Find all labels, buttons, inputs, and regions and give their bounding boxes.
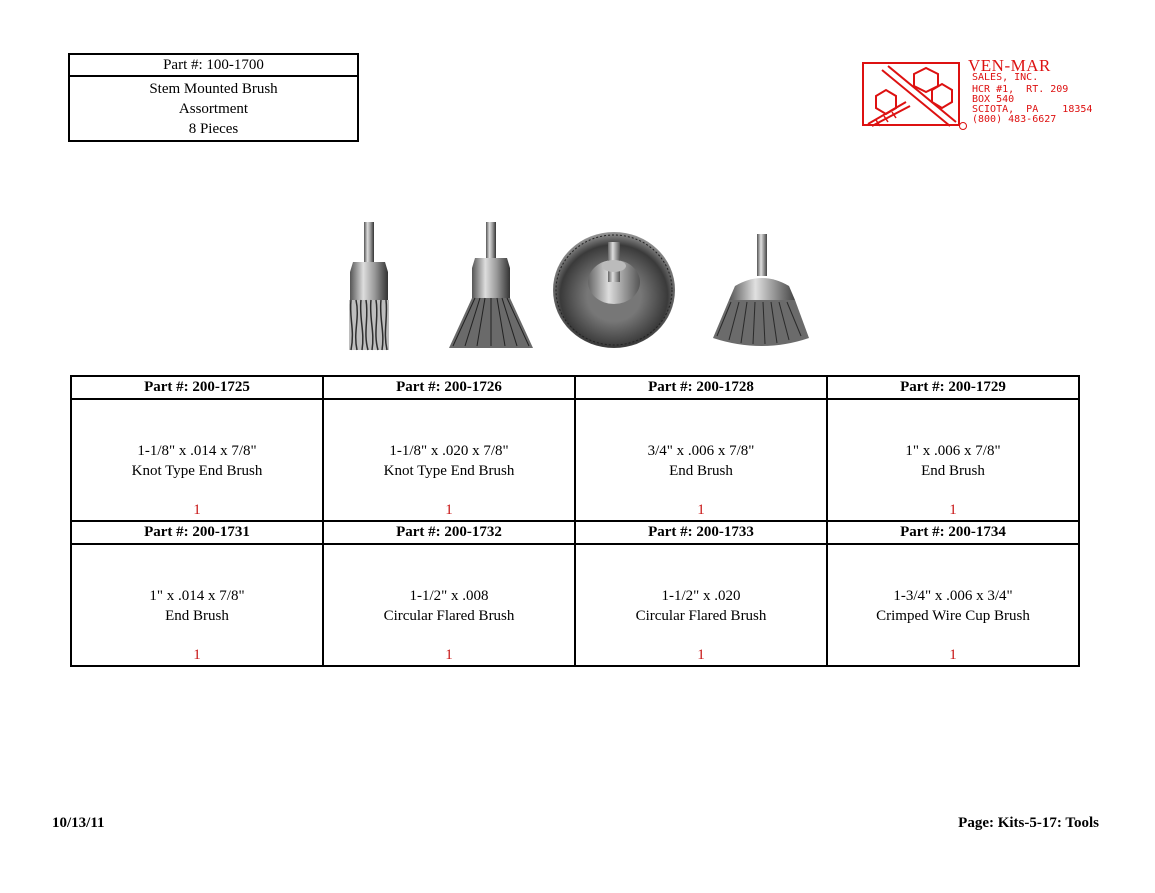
part-cell bbox=[827, 521, 1079, 544]
part-type: Circular Flared Brush bbox=[383, 608, 515, 624]
part-description bbox=[828, 441, 1078, 481]
part-cell bbox=[71, 521, 323, 544]
part-spec: 1-1/8" x .014 x 7/8" bbox=[137, 443, 257, 459]
footer-date: 10/13/11 bbox=[52, 815, 105, 831]
circular-flared-brush-image bbox=[551, 218, 677, 353]
part-quantity: 1 bbox=[193, 647, 201, 663]
company-logo bbox=[862, 56, 1092, 131]
part-number: Part #: 200-1728 bbox=[648, 379, 754, 395]
table-row bbox=[71, 399, 1079, 521]
part-type: Knot Type End Brush bbox=[131, 463, 263, 479]
parts-table bbox=[70, 375, 1080, 667]
logo-address-line: SCIOTA, PA 18354 bbox=[972, 104, 1093, 115]
part-type: End Brush bbox=[921, 463, 985, 479]
logo-address-line: BOX 540 bbox=[972, 94, 1015, 105]
part-description bbox=[576, 586, 826, 626]
part-number: Part #: 200-1731 bbox=[144, 524, 250, 540]
part-cell bbox=[71, 376, 323, 399]
kit-header-box bbox=[68, 53, 359, 142]
part-number: Part #: 200-1725 bbox=[144, 379, 250, 395]
part-detail-cell bbox=[71, 399, 323, 521]
part-number: Part #: 200-1733 bbox=[648, 524, 754, 540]
knot-type-end-brush-flared-image bbox=[445, 218, 537, 353]
part-cell bbox=[323, 376, 575, 399]
table-row bbox=[71, 521, 1079, 544]
part-description bbox=[324, 586, 574, 626]
logo-address-line: SALES, INC. bbox=[972, 72, 1039, 83]
table-row bbox=[71, 544, 1079, 666]
part-spec: 1-3/4" x .006 x 3/4" bbox=[893, 588, 1013, 604]
part-type: Knot Type End Brush bbox=[383, 463, 515, 479]
part-number: Part #: 200-1732 bbox=[396, 524, 502, 540]
part-quantity: 1 bbox=[949, 502, 957, 518]
part-type: End Brush bbox=[165, 608, 229, 624]
part-detail-cell bbox=[827, 544, 1079, 666]
part-type: End Brush bbox=[669, 463, 733, 479]
part-detail-cell bbox=[71, 544, 323, 666]
part-number: Part #: 200-1734 bbox=[900, 524, 1006, 540]
logo-company-name: VEN-MAR bbox=[968, 56, 1051, 75]
part-type: Circular Flared Brush bbox=[635, 608, 767, 624]
part-description bbox=[828, 586, 1078, 626]
part-quantity: 1 bbox=[949, 647, 957, 663]
kit-part-number: Part #: 100-1700 bbox=[70, 55, 357, 77]
kit-description-line: Stem Mounted Brush bbox=[149, 81, 278, 97]
part-detail-cell bbox=[827, 399, 1079, 521]
part-quantity: 1 bbox=[445, 502, 453, 518]
part-type: Crimped Wire Cup Brush bbox=[876, 608, 1030, 624]
table-row bbox=[71, 376, 1079, 399]
logo-phone-line: (800) 483-6627 bbox=[972, 114, 1057, 125]
footer-page-label: Page: Kits-5-17: Tools bbox=[958, 815, 1099, 831]
part-cell bbox=[575, 521, 827, 544]
part-description bbox=[72, 441, 322, 481]
part-cell bbox=[827, 376, 1079, 399]
part-detail-cell bbox=[323, 399, 575, 521]
kit-description bbox=[70, 77, 357, 140]
part-spec: 1-1/2" x .008 bbox=[409, 588, 489, 604]
product-images bbox=[333, 218, 823, 355]
part-description bbox=[72, 586, 322, 626]
part-number: Part #: 200-1729 bbox=[900, 379, 1006, 395]
part-detail-cell bbox=[575, 399, 827, 521]
part-detail-cell bbox=[575, 544, 827, 666]
knot-type-end-brush-image bbox=[341, 218, 397, 353]
bolt-nut-logo-icon bbox=[862, 62, 968, 130]
part-cell bbox=[575, 376, 827, 399]
part-spec: 1" x .014 x 7/8" bbox=[149, 588, 245, 604]
part-quantity: 1 bbox=[697, 502, 705, 518]
kit-description-line: Assortment bbox=[178, 101, 249, 117]
kit-description-line: 8 Pieces bbox=[188, 121, 239, 137]
part-spec: 1-1/8" x .020 x 7/8" bbox=[389, 443, 509, 459]
part-spec: 1" x .006 x 7/8" bbox=[905, 443, 1001, 459]
part-number: Part #: 200-1726 bbox=[396, 379, 502, 395]
part-spec: 1-1/2" x .020 bbox=[661, 588, 741, 604]
crimped-wire-cup-brush-image bbox=[705, 218, 815, 353]
part-description bbox=[324, 441, 574, 481]
part-quantity: 1 bbox=[697, 647, 705, 663]
part-quantity: 1 bbox=[445, 647, 453, 663]
part-quantity: 1 bbox=[193, 502, 201, 518]
part-description bbox=[576, 441, 826, 481]
logo-address-line: HCR #1, RT. 209 bbox=[972, 84, 1069, 95]
part-detail-cell bbox=[323, 544, 575, 666]
part-cell bbox=[323, 521, 575, 544]
part-spec: 3/4" x .006 x 7/8" bbox=[647, 443, 755, 459]
